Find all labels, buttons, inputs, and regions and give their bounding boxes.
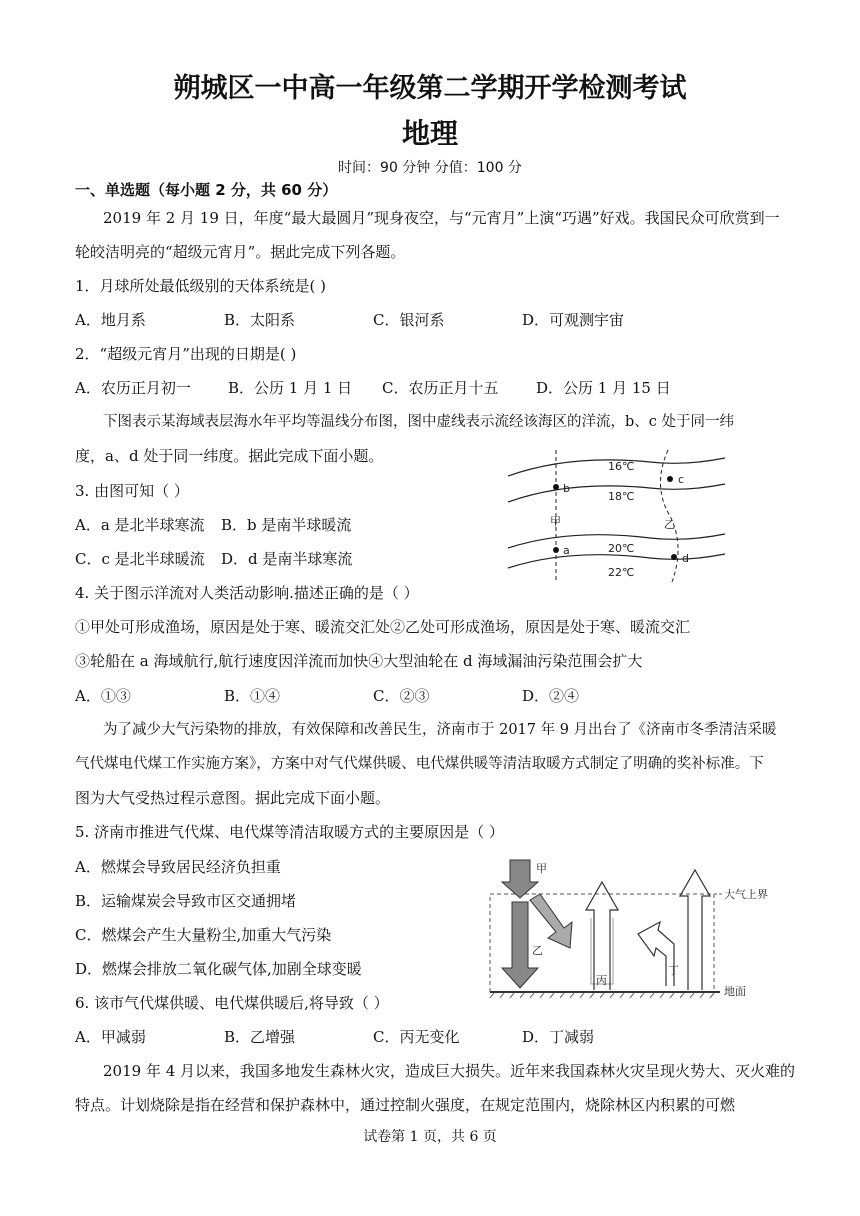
arrow-label-jia: 甲 [536,862,547,875]
passage2-line-2: 度，a、d 处于同一纬度。据此完成下面小题。 [75,447,384,465]
q6-option-a: A．甲减弱 [75,1028,146,1046]
atmosphere-heating-figure [488,856,784,1000]
q5-option-b: B．运输煤炭会导致市区交通拥堵 [75,892,297,910]
point-label-d: d [682,552,689,565]
ground-label: 地面 [724,985,746,998]
page-footer: 试卷第 1 页，共 6 页 [363,1129,497,1145]
isotherm-label-18: 18℃ [608,490,635,503]
q1-option-b: B．太阳系 [224,311,296,329]
q4-statement-line-2: ③轮船在 a 海域航行,航行速度因洋流而加快④大型油轮在 d 海域漏油污染范围会扩大 [75,652,643,670]
q2-option-c: C．农历正月十五 [382,379,499,397]
isotherm-label-20: 20℃ [608,542,635,555]
q4-option-d: D．②④ [522,687,580,705]
isotherm-figure [500,446,730,586]
q4-option-a: A．①③ [75,687,131,705]
q2-option-d: D．公历 1 月 15 日 [536,379,671,397]
q5-option-c: C．燃煤会产生大量粉尘,加重大气污染 [75,926,332,944]
passage3-line-1: 为了减少大气污染物的排放，有效保障和改善民生，济南市于 2017 年 9 月出台了《济南市冬季清洁采暖 [103,722,777,738]
passage4-line-2: 特点。计划烧除是指在经营和保护森林中，通过控制火强度，在规定范围内，烧除林区内积累的可燃 [75,1096,736,1114]
passage3-line-3: 图为大气受热过程示意图。据此完成下面小题。 [75,789,391,807]
section-heading: 一、单选题（每小题 2 分，共 60 分） [75,181,338,199]
isotherm-label-22: 22℃ [608,566,635,579]
intro-line-1: 2019 年 2 月 19 日，年度“最大最圆月”现身夜空，与“元宵月”上演“巧遇”好戏。我国民众可欣赏到一 [103,209,780,227]
current-label-jia: 甲 [550,515,561,528]
arrow-label-ding: 丁 [668,964,679,977]
q6-option-d: D．丁减弱 [522,1028,595,1046]
point-label-c: c [678,473,685,486]
exam-title: 朔城区一中高一年级第二学期开学检测考试 [173,73,687,104]
passage3-line-2: 气代煤电代煤工作实施方案》，方案中对气代煤供暖、电代煤供暖等清洁取暖方式制定了明确的奖补标准。下 [75,756,764,772]
q2-option-a: A．农历正月初一 [75,379,191,397]
point-label-b: b [563,482,570,495]
passage2-line-1: 下图表示某海域表层海水年平均等温线分布图，图中虚线表示流经该海区的洋流，b、c 处于同一纬 [103,414,735,430]
q6-option-c: C．丙无变化 [373,1028,460,1046]
exam-meta: 时间：90 分钟 分值：100 分 [338,160,522,176]
q1-option-d: D．可观测宇宙 [522,311,625,329]
q2-option-b: B．公历 1 月 1 日 [228,379,353,397]
q1-option-a: A．地月系 [75,311,146,329]
q3-stem: 3. 由图可知（ ） [75,482,189,500]
q1-stem: 1．月球所处最低级别的天体系统是( ) [75,277,327,295]
q6-stem: 6. 该市气代煤供暖、电代煤供暖后,将导致（ ） [75,994,389,1012]
q5-stem: 5. 济南市推进气代煤、电代煤等清洁取暖方式的主要原因是（ ） [75,823,504,841]
q4-statement-line-1: ①甲处可形成渔场，原因是处于寒、暖流交汇处②乙处可形成渔场，原因是处于寒、暖流交汇 [75,618,691,636]
q6-option-b: B．乙增强 [224,1028,296,1046]
q3-option-d: D．d 是南半球寒流 [221,550,353,568]
current-label-yi: 乙 [664,518,675,531]
q5-option-a: A．燃煤会导致居民经济负担重 [75,858,281,876]
isotherm-label-16: 16℃ [608,460,635,473]
passage4-line-1: 2019 年 4 月以来，我国多地发生森林火灾，造成巨大损失。近年来我国森林火灾呈现火势大、灭火难的 [103,1062,796,1080]
arrow-label-yi: 乙 [532,944,543,957]
q3-option-c: C．c 是北半球暖流 [75,550,205,568]
intro-line-2: 轮皎洁明亮的“超级元宵月”。据此完成下列各题。 [75,243,406,261]
q3-option-b: B．b 是南半球暖流 [221,516,352,534]
arrow-label-bing: 丙 [596,974,607,987]
q2-stem: 2．“超级元宵月”出现的日期是( ) [75,345,297,363]
q1-option-c: C．银河系 [373,311,445,329]
point-label-a: a [563,544,570,557]
q4-option-b: B．①④ [224,687,281,705]
q4-option-c: C．②③ [373,687,430,705]
atmosphere-top-label: 大气上界 [724,888,768,901]
q4-stem: 4. 关于图示洋流对人类活动影响.描述正确的是（ ） [75,584,419,602]
subject-title: 地理 [401,117,458,150]
q5-option-d: D．燃煤会排放二氧化碳气体,加剧全球变暖 [75,960,362,978]
q3-option-a: A．a 是北半球寒流 [75,516,205,534]
